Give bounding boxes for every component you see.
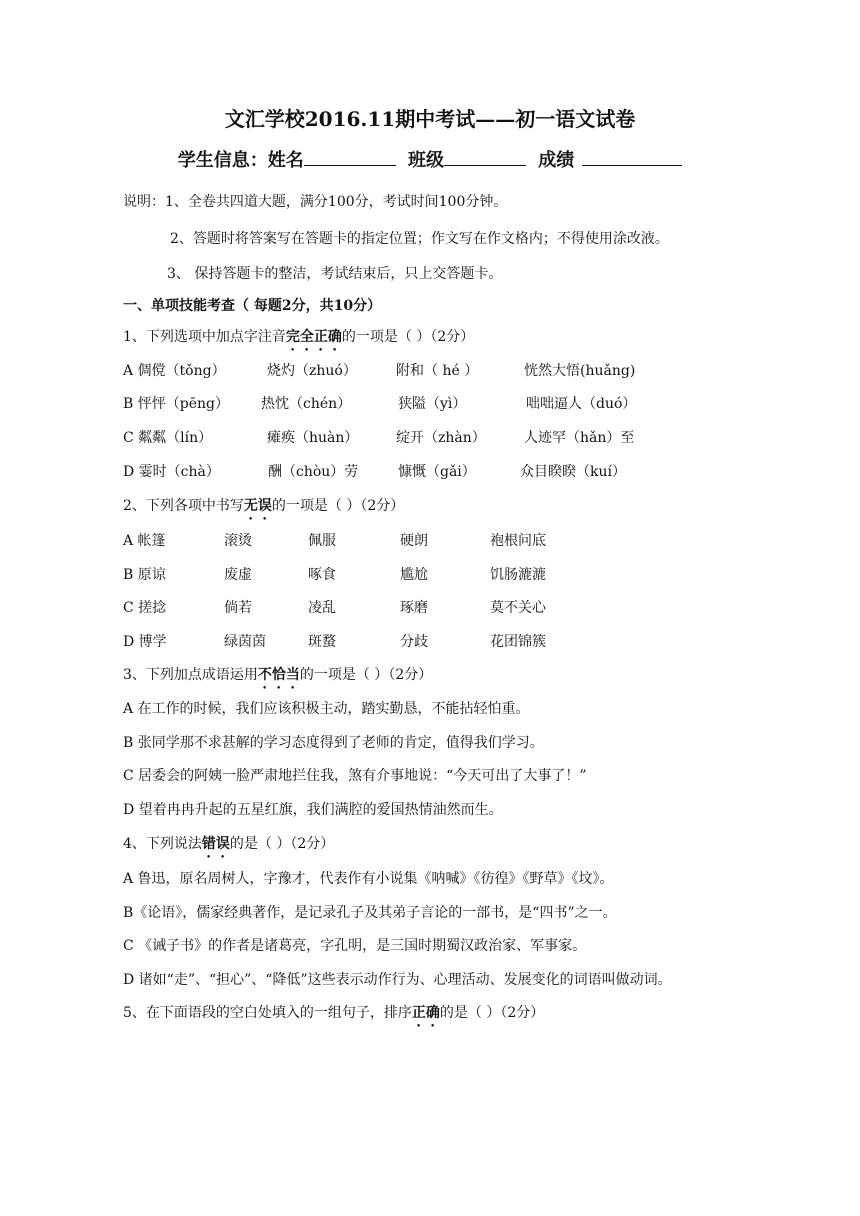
q2-option-c-3: 凌乱	[308, 600, 336, 616]
q5-text-end: 的是（ ）（2分）	[439, 1005, 545, 1021]
q1-option-b-3: 狭隘（yì）	[398, 396, 467, 412]
class-label: 班级	[408, 150, 444, 171]
q2-text-end: 的一项是（ ）（2分）	[271, 498, 405, 514]
q2-option-d-4: 分歧	[400, 634, 428, 650]
question-1	[123, 327, 474, 354]
instruction-3: 3、 保持答题卡的整洁，考试结束后，只上交答题卡。	[167, 266, 503, 282]
q2-option-b-2: 废虚	[224, 567, 252, 583]
q3-option-c: C 居委会的阿姨一脸严肃地拦住我，煞有介事地说：“今天可出了大事了！”	[123, 768, 587, 784]
score-label: 成绩	[538, 150, 575, 171]
q5-emphasis: 正确	[411, 1005, 440, 1021]
instruction-2: 2、答题时将答案写在答题卡的指定位置；作文写在作文格内；不得使用涂改液。	[170, 231, 669, 247]
score-blank[interactable]	[582, 147, 682, 166]
q2-option-c-2: 倘若	[224, 600, 252, 616]
q5-text: 5、在下面语段的空白处填入的一组句子，排序	[123, 1005, 412, 1021]
q1-option-d-3: 慷慨（gǎi）	[398, 464, 476, 480]
q2-option-b-1: B 原谅	[123, 567, 166, 583]
q3-option-d: D 望着冉冉升起的五星红旗，我们满腔的爱国热情油然而生。	[123, 802, 503, 818]
section-heading: 一、单项技能考查（ 每题2分，共10分）	[123, 298, 382, 314]
name-blank[interactable]	[304, 147, 396, 166]
question-2	[123, 496, 404, 523]
q3-emphasis: 不恰当	[257, 667, 300, 683]
q3-option-a: A 在工作的时候，我们应该积极主动，踏实勤恳，不能拈轻怕重。	[123, 701, 530, 717]
question-4	[123, 834, 334, 861]
q1-option-c-3: 绽开（zhàn）	[396, 430, 486, 446]
q2-option-a-5: 袍根问底	[490, 533, 546, 549]
q4-text: 4、下列说法	[123, 836, 202, 852]
question-3	[123, 665, 432, 692]
q2-option-a-3: 佩服	[308, 533, 336, 549]
q1-emphasis: 完全正确	[285, 329, 342, 345]
q2-option-c-4: 琢磨	[400, 600, 428, 616]
q1-option-d-1: D 霎时（chà）	[123, 464, 220, 480]
question-5	[123, 1003, 544, 1030]
q1-text-end: 的一项是（ ）（2分）	[341, 329, 475, 345]
q3-text-end: 的一项是（ ）（2分）	[299, 667, 433, 683]
q4-text-end: 的是（ ）（2分）	[229, 836, 335, 852]
q2-option-b-5: 饥肠漉漉	[490, 567, 546, 583]
q2-option-b-4: 尴尬	[400, 567, 428, 583]
q2-option-c-5: 莫不关心	[490, 600, 546, 616]
q1-option-a-3: 附和（ hé ）	[396, 363, 479, 379]
q2-text: 2、下列各项中书写	[123, 498, 244, 514]
q2-option-a-2: 滚烫	[224, 533, 252, 549]
q2-option-a-4: 硬朗	[400, 533, 428, 549]
class-blank[interactable]	[444, 147, 526, 166]
student-info-line	[0, 147, 860, 173]
q1-option-c-1: C 粼粼（lín）	[123, 430, 213, 446]
q1-option-a-2: 烧灼（zhuó）	[267, 363, 357, 379]
q2-option-d-1: D 博学	[123, 634, 167, 650]
q1-option-c-4: 人迹罕（hǎn）至	[524, 430, 635, 446]
q4-option-c: C 《诫子书》的作者是诸葛亮，字孔明，是三国时期蜀汉政治家、军事家。	[123, 938, 587, 954]
name-label: 学生信息：姓名	[177, 150, 304, 171]
exam-title: 文汇学校2016.11期中考试——初一语文试卷	[224, 107, 636, 131]
q3-text: 3、下列加点成语运用	[123, 667, 258, 683]
q2-option-c-1: C 搓捻	[123, 600, 167, 616]
q1-option-b-2: 热忱（chén）	[261, 396, 352, 412]
q4-option-a: A 鲁迅，原名周树人，字豫才，代表作有小说集《呐喊》《彷徨》《野草》《坟》。	[123, 871, 614, 887]
q2-option-d-3: 斑蝥	[308, 634, 336, 650]
instruction-1: 说明：1、全卷共四道大题，满分100分，考试时间100分钟。	[123, 194, 508, 210]
q1-option-b-4: 咄咄逼人（duó）	[526, 396, 637, 412]
q1-option-d-2: 酬（chòu）劳	[268, 464, 359, 480]
q2-option-a-1: A 帐篷	[123, 533, 166, 549]
q1-option-c-2: 瘫痪（huàn）	[267, 430, 359, 446]
q4-option-d: D 诸如“走”、“担心”、“降低”这些表示动作行为、心理活动、发展变化的词语叫做动词。	[123, 972, 672, 988]
q2-option-d-5: 花团锦簇	[490, 634, 546, 650]
q1-text: 1、下列选项中加点字注音	[123, 329, 286, 345]
q4-emphasis: 错误	[201, 836, 230, 852]
q1-option-b-1: B 怦怦（pēng）	[123, 396, 229, 412]
q1-option-d-4: 众目睽睽（kuí）	[520, 464, 626, 480]
q4-option-b: B《论语》，儒家经典著作，是记录孔子及其弟子言论的一部书，是“四书”之一。	[123, 905, 617, 921]
q3-option-b: B 张同学那不求甚解的学习态度得到了老师的肯定，值得我们学习。	[123, 735, 544, 751]
q1-option-a-4: 恍然大悟(huǎng)	[524, 363, 636, 379]
q2-emphasis: 无误	[243, 498, 272, 514]
q1-option-a-1: A 倜傥（tǒng）	[123, 363, 226, 379]
q2-option-d-2: 绿茵茵	[224, 634, 266, 650]
q2-option-b-3: 啄食	[308, 567, 336, 583]
